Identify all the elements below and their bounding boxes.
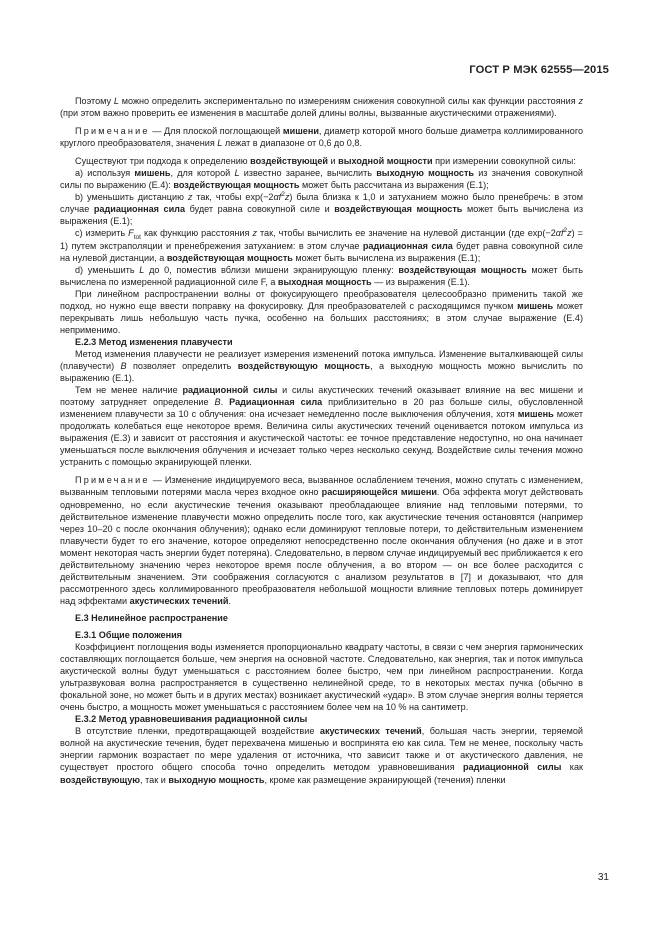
note-label: Примечание [75, 126, 150, 137]
document-body [60, 95, 583, 786]
note-text: — Изменение индицируемого веса, вызванное ослаблением течения, можно спутать с изменением, вызванным тепловыми потерями масла через входное окно расширяющейся мишени. Оба эффекта могут действовать одновременно, но если акустические течения оказывают преобладающее влияние над тепловыми потерями, то действительное изменение плавучести можно определить после того, как акустические течения остановятся (например через 10–20 с после окончания облучения); однако если доминируют тепловые потери, то действительным изменением плавучести будет то его значение, которое определяют непосредственно после окончания облучения (но даже и в этот момент некоторая часть энергии будет потеряна). Следовательно, в первом случае индицируемый вес приближается к его действительному значению через некоторое время после облучения, а во втором — он все более расходится с действительным значением. Эти соображения согласуются с анализом результатов в [7] и доказывают, что для рассмотренного здесь коллимированного преобразователя небольшой мощности влияние тепловых потерь доминирует над эффектами акустических течений. [60, 475, 583, 606]
paragraph: Поэтому L можно определить экспериментально по измерениям снижения совокупной силы как функции расстояния z (при этом важно проверить ее изменения в масштабе долей длины волны, вызванные акустическими отражениями). [60, 96, 583, 119]
paragraph: Существуют три подхода к определению воздействующей и выходной мощности при измерении совокупной силы: [75, 156, 576, 167]
note-label: Примечание [75, 475, 150, 486]
paragraph: Коэффициент поглощения воды изменяется пропорционально квадрату частоты, в связи с чем энергия гармонических составляющих поглощается больше, чем энергия на основной частоте. Следовательно, как энергия, так и поток импульса акустической волны будут уменьшаться с расстоянием более быстро, чем при линейном распространении. Когда ультразвуковая волна распространяется в существенно нелинейной среде, то в некоторых местах пучка (обычно в фокальной зоне, но может быть и в других местах) возникает акустический «удар». В этом случае энергия волны теряется очень быстро, а мощность может уменьшаться с расстоянием более чем на 10 % на сантиметр. [60, 642, 583, 713]
section-heading: Е.2.3 Метод изменения плавучести [75, 336, 233, 347]
list-item: b) уменьшить дистанцию z так, чтобы $\exp(-2\alpha f^2z)$ была близка к 1,0 и затуханием можно было пренебречь: в этом случае радиационная сила будет равна совокупной силе и воздействующая мощность может быть вычислена из выражения (Е.1); [60, 191, 583, 227]
note [60, 125, 583, 149]
section-heading: Е.3 Нелинейное распространение [75, 612, 228, 623]
paragraph: В отсутствие пленки, предотвращающей воздействие акустических течений, большая часть энергии, теряемой волной на акустические течения, будет перехвачена мишенью и воспринята ею как сила. Тем не менее, поскольку часть энергии гармоник возрастает по мере удаления от источника, что зависит также и от акустического давления, не существует простого общего способа точно определить методом уравновешивания радиационной силы как воздействующую, так и выходную мощность, кроме как размещение экранирующей (течения) пленки [60, 726, 583, 785]
note [60, 474, 583, 607]
note-text: — Для плоской поглощающей мишени, диаметр которой много больше диаметра коллимированного круглого преобразователя, значения L лежат в диапазоне от 0,6 до 0,8. [60, 126, 583, 149]
list-item: a) используя мишень, для которой L известно заранее, вычислить выходную мощность из значения совокупной силы по выражению (Е.4): воздействующая мощность может быть рассчитана из выражения (Е.1); [60, 168, 583, 191]
subsection-heading: Е.3.1 Общие положения [75, 629, 182, 640]
subsection-heading: Е.3.2 Метод уравновешивания радиационной силы [75, 714, 308, 725]
paragraph: Метод изменения плавучести не реализует измерения изменений потока импульса. Изменение выталкивающей силы (плавучести) B позволяет определить воздействующую мощность, а выходную мощность можно вычислить по выражению (Е.1). [60, 348, 583, 384]
list-item: c) измерить $F_{tot}$ как функцию расстояния z так, чтобы вычислить ее значение на нулевой дистанции (где $\exp(-2\alpha f^2z) = 1$) путем экстраполяции и пренебрежения затуханием: в этом случае радиационная сила будет равна совокупной силе на нулевой дистанции, а воздействующая мощность может быть вычислена из выражения (Е.1); [60, 227, 583, 263]
paragraph: При линейном распространении волны от фокусирующего преобразователя целесообразно применить такой же подход, но нужно еще ввести поправку на фокусировку. Для преобразователей с расходящимся пучком мишень может перекрывать лишь небольшую часть пучка, особенно на больших расстояниях; в этом случае выражение (Е.4) неприменимо. [60, 288, 583, 335]
paragraph: Тем не менее наличие радиационной силы и силы акустических течений оказывает влияние на вес мишени и поэтому затрудняет определение B. Радиационная сила приблизительно в 20 раз больше силы, обусловленной изменением плавучести за 10 с облучения: она исчезает немедленно после выключения облучения, хотя мишень может продолжать колебаться еще некоторое время. Величина силы акустических течений оценивается потоком импульса из выражения (Е.3) и зависит от расстояния и акустической частоты: ее точное представление недоступно, но она начинает уменьшаться после выключения облучения и исчезает только через несколько секунд. Воздействие силы течения можно устранить с помощью экранирующей пленки. [60, 385, 584, 468]
list-item: d) уменьшить L до 0, поместив вблизи мишени экранирующую пленку: воздействующая мощность может быть вычислена по измеренной радиационной силе F, а выходная мощность — из выражения (Е.1). [60, 264, 583, 287]
page-number: 31 [597, 872, 609, 883]
document-header: ГОСТ Р МЭК 62555—2015 [469, 64, 609, 76]
